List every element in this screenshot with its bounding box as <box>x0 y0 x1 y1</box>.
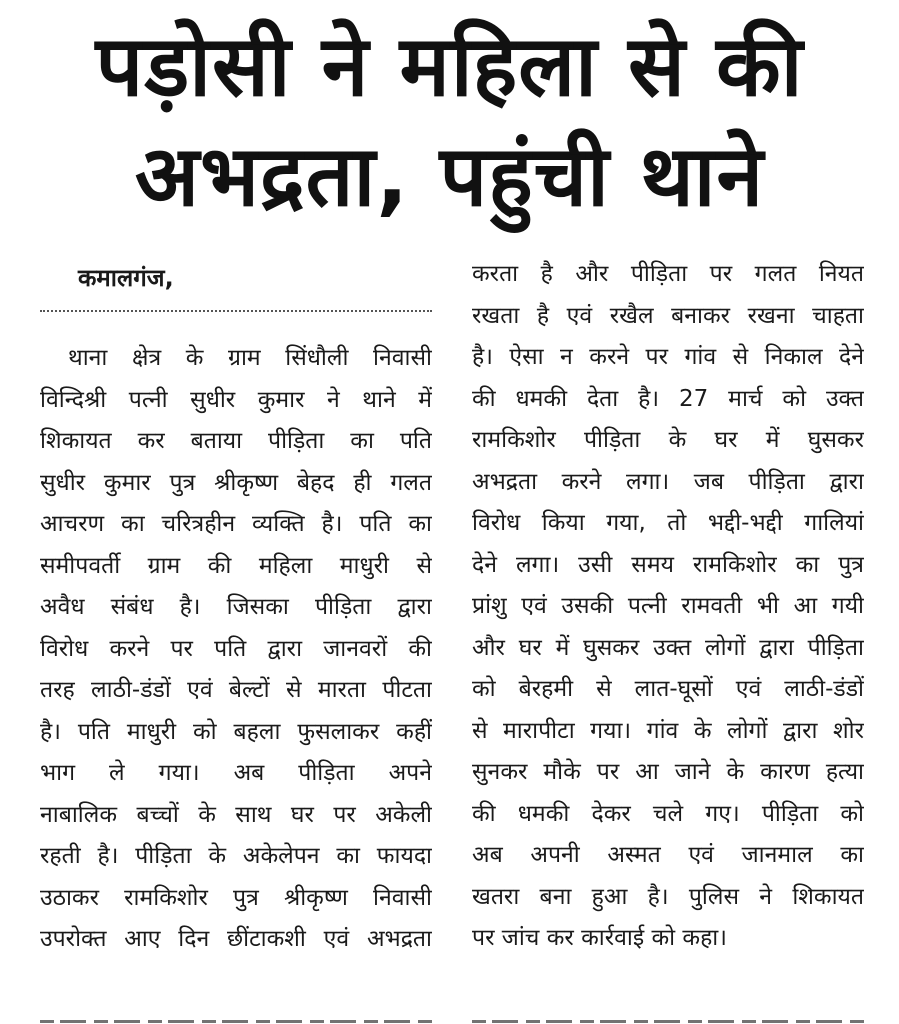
body-line: रहती है। पीड़िता के अकेलेपन का फायदा <box>40 843 432 869</box>
body-line: सुधीर कुमार पुत्र श्रीकृष्ण बेहद ही गलत <box>40 469 432 496</box>
body-line: पर जांच कर कार्रवाई को कहा। <box>472 925 727 951</box>
body-line: है। ऐसा न करने पर गांव से निकाल देने <box>472 344 864 370</box>
body-line: तरह लाठी-डंडों एवं बेल्टों से मारता पीटता <box>40 677 432 703</box>
body-line: से मारापीटा गया। गांव के लोगों द्वारा शोर <box>472 717 864 744</box>
body-line: रामकिशोर पीड़िता के घर में घुसकर <box>472 427 864 453</box>
body-line: की धमकी देकर चले गए। पीड़िता को <box>472 800 864 827</box>
body-line: विरोध करने पर पति द्वारा जानवरों की <box>40 635 432 662</box>
body-line: आचरण का चरित्रहीन व्यक्ति है। पति का <box>40 511 432 537</box>
body-column-left <box>40 338 432 961</box>
dateline: कमालगंज, <box>78 264 174 292</box>
body-line: देने लगा। उसी समय रामकिशोर का पुत्र <box>472 551 864 578</box>
body-line: अब अपनी अस्मत एवं जानमाल का <box>472 842 864 868</box>
body-line: की धमकी देता है। 27 मार्च को उक्त <box>472 385 864 412</box>
body-line: उपरोक्त आए दिन छींटाकशी एवं अभद्रता <box>40 926 432 952</box>
body-line: उठाकर रामकिशोर पुत्र श्रीकृष्ण निवासी <box>40 884 432 911</box>
body-line: है। पति माधुरी को बहला फुसलाकर कहीं <box>40 718 432 745</box>
body-line: करता है और पीड़िता पर गलत नियत <box>472 261 864 287</box>
body-line: सुनकर मौके पर आ जाने के कारण हत्या <box>472 759 864 785</box>
body-line: रखता है एवं रखैल बनाकर रखना चाहता <box>472 302 864 329</box>
dotted-rule <box>40 310 432 312</box>
body-line: भाग ले गया। अब पीड़िता अपने <box>40 760 432 786</box>
body-line: अभद्रता करने लगा। जब पीड़िता द्वारा <box>472 468 864 495</box>
body-line: समीपवर्ती ग्राम की महिला माधुरी से <box>40 552 432 579</box>
body-column-right <box>472 254 864 960</box>
body-line: प्रांशु एवं उसकी पत्नी रामवती भी आ गयी <box>472 593 864 619</box>
headline-line-1: पड़ोसी ने महिला से की <box>95 17 804 115</box>
body-line: खतरा बना हुआ है। पुलिस ने शिकायत <box>472 883 864 910</box>
body-line: नाबालिक बच्चों के साथ घर पर अकेली <box>40 801 432 828</box>
body-line: और घर में घुसकर उक्त लोगों द्वारा पीड़िता <box>472 634 864 661</box>
next-line-bleed-left <box>40 1016 432 1024</box>
body-line: विन्दिश्री पत्नी सुधीर कुमार ने थाने में <box>40 386 432 413</box>
body-line: विरोध किया गया, तो भद्दी-भद्दी गालियां <box>472 510 864 536</box>
next-line-bleed-right <box>472 1016 864 1024</box>
headline-line-2: अभद्रता, पहुंची थाने <box>134 127 765 225</box>
body-line: थाना क्षेत्र के ग्राम सिंधौली निवासी <box>68 345 432 371</box>
body-line: शिकायत कर बताया पीड़िता का पति <box>40 428 432 454</box>
body-line: को बेरहमी से लात-घूसों एवं लाठी-डंडों <box>472 676 864 702</box>
body-line: अवैध संबंध है। जिसका पीड़िता द्वारा <box>40 594 432 620</box>
